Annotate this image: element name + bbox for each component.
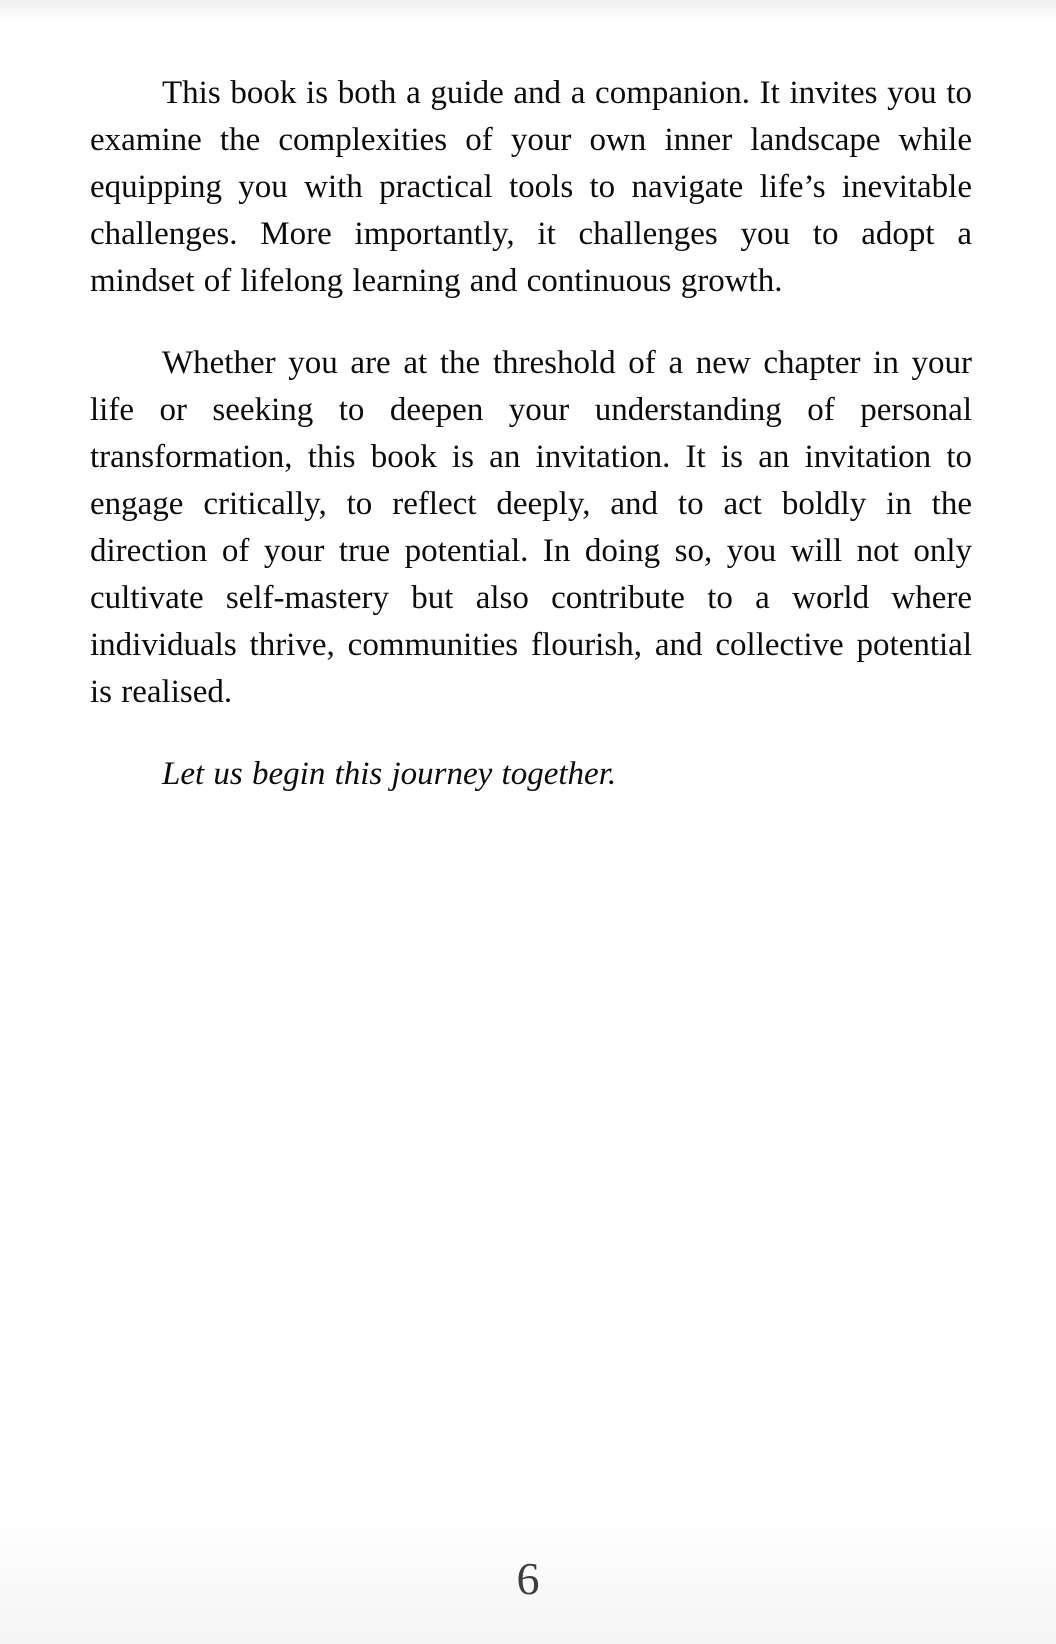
page-body: [90, 70, 972, 798]
page-number: 6: [516, 1553, 540, 1604]
paragraph-1: This book is both a guide and a companion. It invites you to examine the complexities of your own inner landscape while equipping you with practical tools to navigate life’s inevitable challenges. More importantly, it challenges you to adopt a mindset of lifelong learning and continuous growth.: [90, 75, 972, 299]
closing-line: Let us begin this journey together.: [162, 756, 617, 792]
paragraph-2: Whether you are at the threshold of a new chapter in your life or seeking to deepen your understanding of personal transformation, this book is an invitation. It is an invitation to engage critically, to reflect deeply, and to act boldly in the direction of your true potential. In doing so, you will not only cultivate self-mastery but also contribute to a world where individuals thrive, communities flourish, and collective potential is realised.: [90, 345, 972, 710]
